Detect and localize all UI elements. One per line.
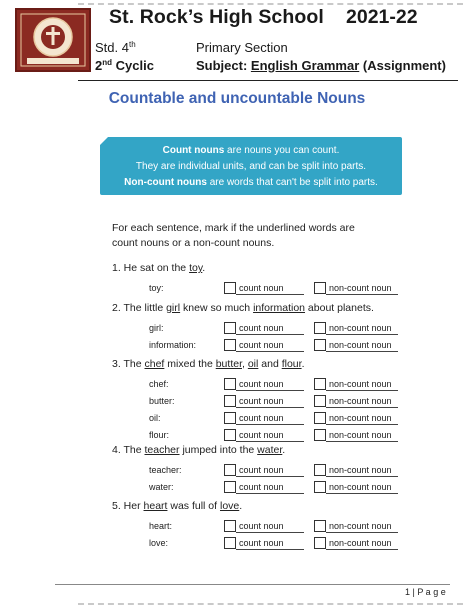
header-divider xyxy=(78,80,458,81)
question-1-row-label: toy: xyxy=(149,283,164,293)
question-5-sentence: 5. Her heart was full of love. xyxy=(112,500,243,512)
non-count-noun-checkbox[interactable] xyxy=(314,412,326,424)
count-noun-answer-line xyxy=(236,424,304,425)
non-count-noun-option-label: non-count noun xyxy=(329,521,392,531)
question-3-row-label: butter: xyxy=(149,396,175,406)
non-count-noun-option-label: non-count noun xyxy=(329,538,392,548)
count-noun-option-label: count noun xyxy=(239,430,284,440)
definition-box xyxy=(100,137,402,195)
count-noun-option-label: count noun xyxy=(239,379,284,389)
count-noun-checkbox[interactable] xyxy=(224,339,236,351)
count-noun-answer-line xyxy=(236,549,304,550)
count-noun-option-label: count noun xyxy=(239,521,284,531)
count-noun-option-label: count noun xyxy=(239,538,284,548)
question-3-row-label: chef: xyxy=(149,379,169,389)
non-count-noun-answer-line xyxy=(326,476,398,477)
section-label: Primary Section xyxy=(196,40,288,55)
question-2-row-label: information: xyxy=(149,340,197,350)
non-count-noun-checkbox[interactable] xyxy=(314,378,326,390)
count-noun-checkbox[interactable] xyxy=(224,395,236,407)
definition-line-1: Count nouns are nouns you can count. xyxy=(162,145,340,156)
non-count-noun-answer-line xyxy=(326,334,398,335)
question-1-sentence: 1. He sat on the toy. xyxy=(112,262,206,274)
question-3-row-label: flour: xyxy=(149,430,170,440)
count-noun-answer-line xyxy=(236,441,304,442)
non-count-noun-option-label: non-count noun xyxy=(329,323,392,333)
question-5-row-label: heart: xyxy=(149,521,173,531)
count-noun-option-label: count noun xyxy=(239,340,284,350)
count-noun-checkbox[interactable] xyxy=(224,520,236,532)
count-noun-option-label: count noun xyxy=(239,283,284,293)
non-count-noun-answer-line xyxy=(326,294,398,295)
school-name: St. Rock’s High School xyxy=(109,6,324,28)
count-noun-checkbox[interactable] xyxy=(224,412,236,424)
non-count-noun-option-label: non-count noun xyxy=(329,482,392,492)
non-count-noun-answer-line xyxy=(326,407,398,408)
non-count-noun-answer-line xyxy=(326,532,398,533)
non-count-noun-option-label: non-count noun xyxy=(329,430,392,440)
count-noun-checkbox[interactable] xyxy=(224,378,236,390)
school-logo xyxy=(15,8,91,72)
non-count-noun-checkbox[interactable] xyxy=(314,464,326,476)
count-noun-option-label: count noun xyxy=(239,396,284,406)
page-number: 1 | P a g e xyxy=(405,587,446,597)
count-noun-checkbox[interactable] xyxy=(224,282,236,294)
non-count-noun-answer-line xyxy=(326,441,398,442)
non-count-noun-option-label: non-count noun xyxy=(329,465,392,475)
count-noun-answer-line xyxy=(236,390,304,391)
bottom-decorative-border xyxy=(78,603,463,605)
non-count-noun-checkbox[interactable] xyxy=(314,520,326,532)
non-count-noun-checkbox[interactable] xyxy=(314,339,326,351)
non-count-noun-option-label: non-count noun xyxy=(329,340,392,350)
question-3-row-label: oil: xyxy=(149,413,161,423)
page-title: Countable and uncountable Nouns xyxy=(108,90,366,107)
count-noun-option-label: count noun xyxy=(239,413,284,423)
question-4-sentence: 4. The teacher jumped into the water. xyxy=(112,444,286,456)
question-5-row-label: love: xyxy=(149,538,169,548)
non-count-noun-checkbox[interactable] xyxy=(314,282,326,294)
cyclic-label: 2nd Cyclic xyxy=(95,58,154,73)
question-3-sentence: 3. The chef mixed the butter, oil and flour. xyxy=(112,358,305,370)
footer-divider xyxy=(55,584,450,585)
count-noun-answer-line xyxy=(236,476,304,477)
count-noun-checkbox[interactable] xyxy=(224,322,236,334)
non-count-noun-checkbox[interactable] xyxy=(314,395,326,407)
non-count-noun-answer-line xyxy=(326,493,398,494)
count-noun-option-label: count noun xyxy=(239,465,284,475)
non-count-noun-answer-line xyxy=(326,424,398,425)
count-noun-answer-line xyxy=(236,294,304,295)
non-count-noun-checkbox[interactable] xyxy=(314,322,326,334)
count-noun-answer-line xyxy=(236,334,304,335)
definition-line-2: They are individual units, and can be split into parts. xyxy=(135,161,367,172)
non-count-noun-checkbox[interactable] xyxy=(314,481,326,493)
question-4-row-label: water: xyxy=(149,482,174,492)
non-count-noun-option-label: non-count noun xyxy=(329,283,392,293)
instruction-line-1: For each sentence, mark if the underlined words are xyxy=(112,222,355,234)
non-count-noun-answer-line xyxy=(326,549,398,550)
non-count-noun-answer-line xyxy=(326,351,398,352)
academic-year: 2021-22 xyxy=(346,6,418,28)
non-count-noun-answer-line xyxy=(326,390,398,391)
non-count-noun-option-label: non-count noun xyxy=(329,396,392,406)
subject-label: Subject: English Grammar (Assignment) xyxy=(196,58,446,73)
instruction-line-2: count nouns or a non-count nouns. xyxy=(112,237,275,249)
count-noun-checkbox[interactable] xyxy=(224,464,236,476)
count-noun-option-label: count noun xyxy=(239,323,284,333)
standard-label: Std. 4th xyxy=(95,40,136,55)
count-noun-checkbox[interactable] xyxy=(224,537,236,549)
non-count-noun-option-label: non-count noun xyxy=(329,413,392,423)
question-2-sentence: 2. The little girl knew so much information about planets. xyxy=(112,302,374,314)
top-decorative-border xyxy=(78,3,463,5)
count-noun-option-label: count noun xyxy=(239,482,284,492)
non-count-noun-checkbox[interactable] xyxy=(314,429,326,441)
count-noun-answer-line xyxy=(236,532,304,533)
count-noun-answer-line xyxy=(236,493,304,494)
non-count-noun-option-label: non-count noun xyxy=(329,379,392,389)
question-4-row-label: teacher: xyxy=(149,465,182,475)
count-noun-answer-line xyxy=(236,407,304,408)
definition-line-3: Non-count nouns are words that can't be split into parts. xyxy=(124,177,378,188)
count-noun-checkbox[interactable] xyxy=(224,481,236,493)
question-2-row-label: girl: xyxy=(149,323,164,333)
count-noun-checkbox[interactable] xyxy=(224,429,236,441)
count-noun-answer-line xyxy=(236,351,304,352)
non-count-noun-checkbox[interactable] xyxy=(314,537,326,549)
